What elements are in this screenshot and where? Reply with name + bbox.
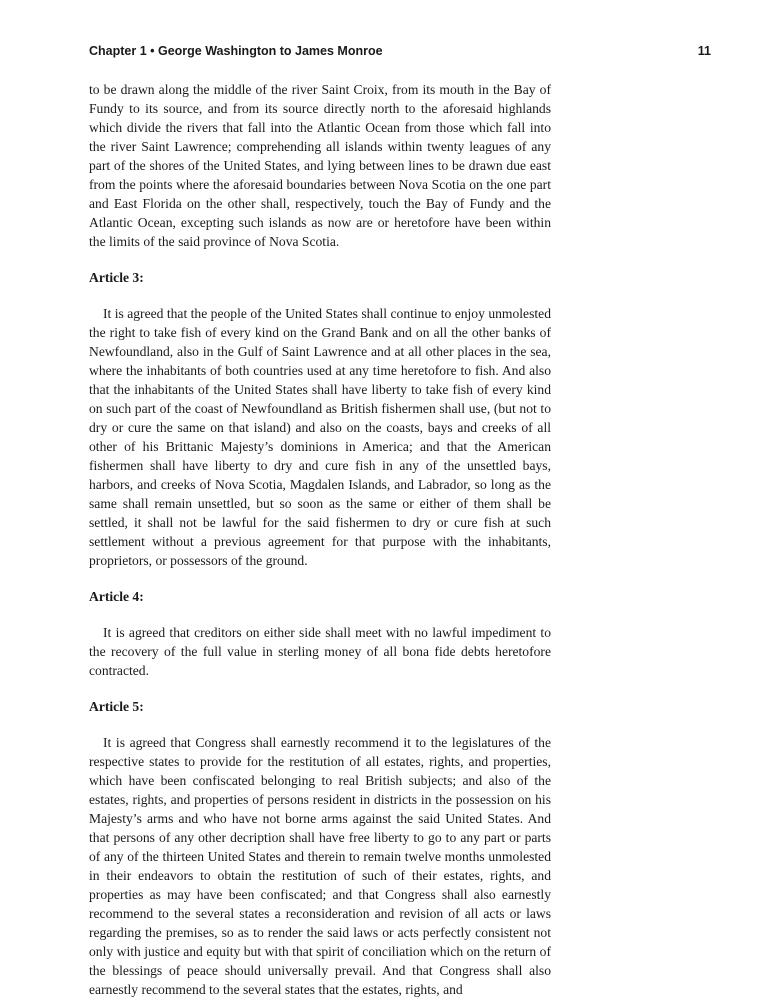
article-3-paragraph: It is agreed that the people of the United States shall continue to enjoy unmolested the right to take fish of every kind on the Grand Bank and on all the other banks of Newfoundland, also in the Gulf of Saint Lawrence and at all other places in the sea, where the inhabitants of both countries used at any time heretofore to fish. And also that the inhabitants of the United States shall have liberty to take fish of every kind on such part of the coast of Newfoundland as British fishermen shall use, (but not to dry or cure the same on that island) and also on the coasts, bays and creeks of all other of his Brittanic Majesty’s dominions in America; and that the American fishermen shall have liberty to dry and cure fish in any of the unsettled bays, harbors, and creeks of Nova Scotia, Magdalen Islands, and Labrador, so long as the same shall remain unsettled, but so soon as the same or either of them shall be settled, it shall not be lawful for the said fishermen to dry or cure fish at such settlement without a previous agreement for that purpose with the inhabitants, proprietors, or possessors of the ground.: [89, 306, 551, 568]
article-4-paragraph: It is agreed that creditors on either side shall meet with no lawful impediment to the recovery of the full value in sterling money of all bona fide debts heretofore contracted.: [89, 625, 551, 678]
intro-paragraph: to be drawn along the middle of the river Saint Croix, from its mouth in the Bay of Fundy to its source, and from its source directly north to the aforesaid highlands which divide the rivers that fall into the Atlantic Ocean from those which fall into the river Saint Lawrence; comprehending all islands within twenty leagues of any part of the shores of the United States, and lying between lines to be drawn due east from the points where the aforesaid boundaries between Nova Scotia on the one part and East Florida on the other shall, respectively, touch the Bay of Fundy and the Atlantic Ocean, excepting such islands as now are or heretofore have been within the limits of the said province of Nova Scotia.: [89, 82, 551, 249]
chapter-title: Chapter 1 • George Washington to James Monroe: [89, 44, 383, 58]
running-header: [89, 44, 711, 64]
article-5-paragraph: It is agreed that Congress shall earnestly recommend it to the legislatures of the respective states to provide for the restitution of all estates, rights, and properties, which have been confiscated belonging to real British subjects; and also of the estates, rights, and properties of persons resident in districts in the possession on his Majesty’s arms and who have not borne arms against the said United States. And that persons of any other decription shall have free liberty to go to any part or parts of any of the thirteen United States and therein to remain twelve months unmolested in their endeavors to obtain the restitution of such of their estates, rights, and properties as may have been confiscated; and that Congress shall also earnestly recommend to the several states a reconsideration and revision of all acts or laws regarding the premises, so as to render the said laws or acts perfectly consistent not only with justice and equity but with that spirit of conciliation which on the return of the blessings of peace should universally prevail. And that Congress shall also earnestly recommend to the several states that the estates, rights, and: [89, 735, 551, 997]
article-4-heading: Article 4:: [89, 589, 144, 604]
body-text: [89, 80, 551, 999]
page-number: 11: [697, 44, 711, 58]
article-5-heading: Article 5:: [89, 699, 144, 714]
article-3-heading: Article 3:: [89, 270, 144, 285]
